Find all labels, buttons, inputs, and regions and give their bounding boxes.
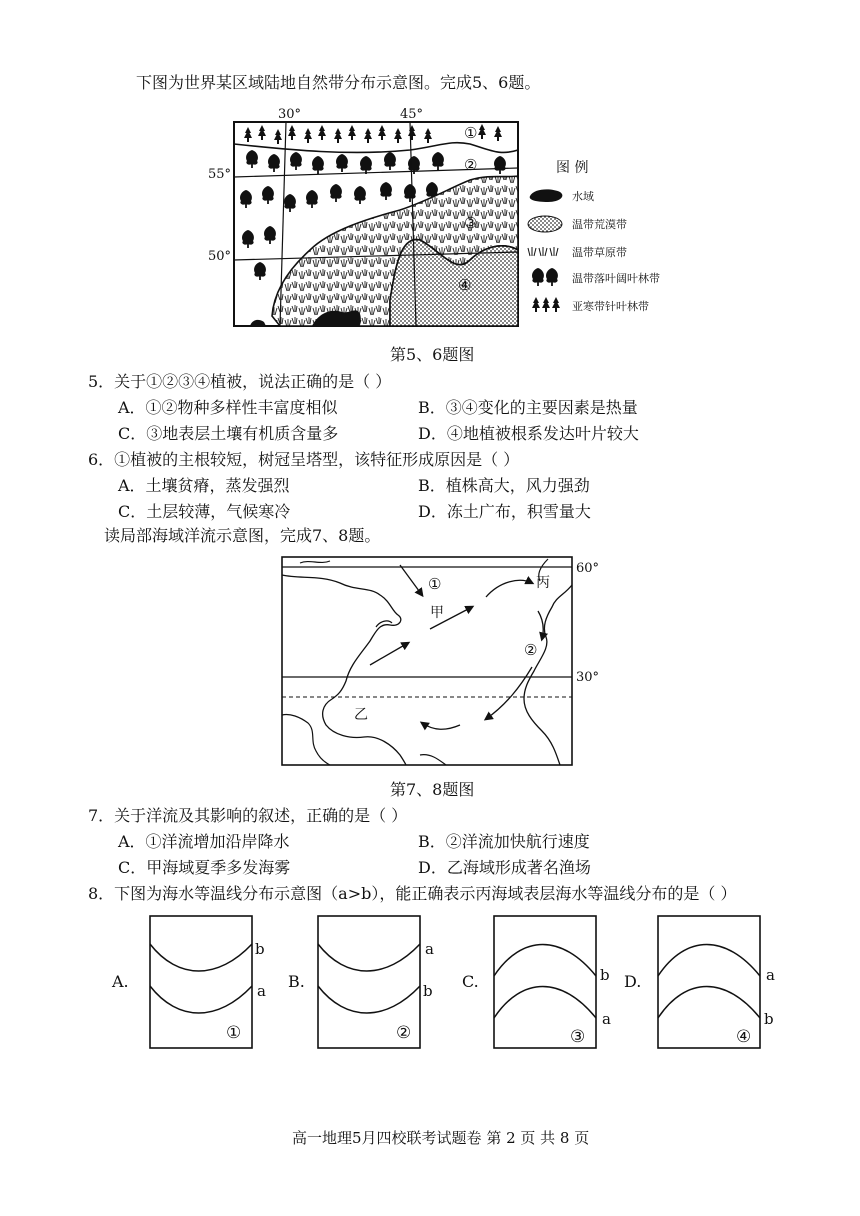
q7-stem: 7．关于洋流及其影响的叙述，正确的是（ ） xyxy=(88,806,408,825)
q6-option-a[interactable]: A．土壤贫瘠，蒸发强烈 xyxy=(118,476,290,495)
caption-7-8: 第7、8题图 xyxy=(390,780,475,799)
ocean-current-map xyxy=(280,555,610,770)
q8-a-number: ① xyxy=(226,1023,242,1043)
q8-option-c-diagram[interactable] xyxy=(492,914,622,1052)
lat-label-55: 55° xyxy=(208,167,232,182)
q5-option-d[interactable]: D．④地植被根系发达叶片较大 xyxy=(418,424,639,443)
q8-d-lower-label: b xyxy=(764,1010,774,1028)
q8-stem: 8．下图为海水等温线分布示意图（a>b），能正确表示丙海域表层海水等温线分布的是（ ） xyxy=(88,884,737,903)
q7-option-c[interactable]: C．甲海域夏季多发海雾 xyxy=(118,858,291,877)
legend-water-icon xyxy=(530,189,563,202)
legend-broadleaf-label: 温带落叶阔叶林带 xyxy=(572,272,660,285)
sea-label-jia: 甲 xyxy=(430,605,444,621)
q5-option-c[interactable]: C．③地表层土壤有机质含量多 xyxy=(118,424,339,443)
q8-d-upper-label: a xyxy=(766,966,775,984)
q5-option-a[interactable]: A．①②物种多样性丰富度相似 xyxy=(118,398,338,417)
caption-5-6: 第5、6题图 xyxy=(390,345,475,364)
legend-grassland-icon xyxy=(528,247,558,256)
q5-stem: 5．关于①②③④植被，说法正确的是（ ） xyxy=(88,372,392,391)
q7-option-d[interactable]: D．乙海域形成著名渔场 xyxy=(418,858,591,877)
intro-text-5-6: 下图为世界某区域陆地自然带分布示意图。完成5、6题。 xyxy=(136,73,541,92)
lat-label-50: 50° xyxy=(208,249,232,264)
legend-water-label: 水域 xyxy=(572,190,594,203)
legend-grassland-label: 温带草原带 xyxy=(572,246,627,259)
q8-d-number: ④ xyxy=(736,1027,752,1047)
q8-option-b-diagram[interactable] xyxy=(316,914,446,1052)
sea-label-yi: 乙 xyxy=(354,707,368,723)
zone-label-2: ② xyxy=(464,156,478,174)
q8-c-number: ③ xyxy=(570,1027,586,1047)
q7-option-a[interactable]: A．①洋流增加沿岸降水 xyxy=(118,832,290,851)
current-label-1: ① xyxy=(428,575,442,593)
legend-conifer-label: 亚寒带针叶林带 xyxy=(572,300,649,313)
q8-b-upper-label: a xyxy=(425,940,434,958)
zone-label-1: ① xyxy=(464,124,478,142)
lon-label-45: 45° xyxy=(400,107,424,122)
q6-option-b[interactable]: B．植株高大，风力强劲 xyxy=(418,476,590,495)
q8-b-lower-label: b xyxy=(423,982,433,1000)
q5-option-b[interactable]: B．③④变化的主要因素是热量 xyxy=(418,398,638,417)
sea-label-bing: 丙 xyxy=(536,575,550,591)
q8-c-upper-label: b xyxy=(600,966,610,984)
lon-label-30: 30° xyxy=(278,107,302,122)
q7-option-b[interactable]: B．②洋流加快航行速度 xyxy=(418,832,590,851)
lat-label-60: 60° xyxy=(576,561,600,576)
q8-a-lower-label: a xyxy=(257,982,266,1000)
natural-zone-map xyxy=(200,100,700,335)
zone-label-3: ③ xyxy=(464,214,478,232)
q8-option-a-diagram[interactable] xyxy=(148,914,278,1052)
legend-conifer-icon xyxy=(532,297,560,312)
q8-option-d-diagram[interactable] xyxy=(656,914,786,1052)
q6-stem: 6．①植被的主根较短，树冠呈塔型，该特征形成原因是（ ） xyxy=(88,450,520,469)
q8-option-c-letter[interactable]: C. xyxy=(462,972,479,991)
legend-broadleaf-icon xyxy=(532,268,558,286)
legend-title: 图 例 xyxy=(556,160,589,176)
q8-option-b-letter[interactable]: B. xyxy=(288,972,305,991)
q8-b-number: ② xyxy=(396,1023,412,1043)
q8-option-d-letter[interactable]: D. xyxy=(624,972,642,991)
q8-c-lower-label: a xyxy=(602,1010,611,1028)
legend-desert-label: 温带荒漠带 xyxy=(572,218,627,231)
current-label-2: ② xyxy=(524,641,538,659)
q8-a-upper-label: b xyxy=(255,940,265,958)
q6-option-c[interactable]: C．土层较薄，气候寒冷 xyxy=(118,502,291,521)
page-footer: 高一地理5月四校联考试题卷 第 2 页 共 8 页 xyxy=(292,1129,590,1147)
q8-option-a-letter[interactable]: A. xyxy=(112,972,129,991)
q6-option-d[interactable]: D．冻土广布，积雪量大 xyxy=(418,502,591,521)
lat-label-30: 30° xyxy=(576,670,600,685)
intro-text-7-8: 读局部海域洋流示意图，完成7、8题。 xyxy=(104,526,381,545)
zone-label-4: ④ xyxy=(458,276,472,294)
legend-desert-icon xyxy=(528,216,562,232)
